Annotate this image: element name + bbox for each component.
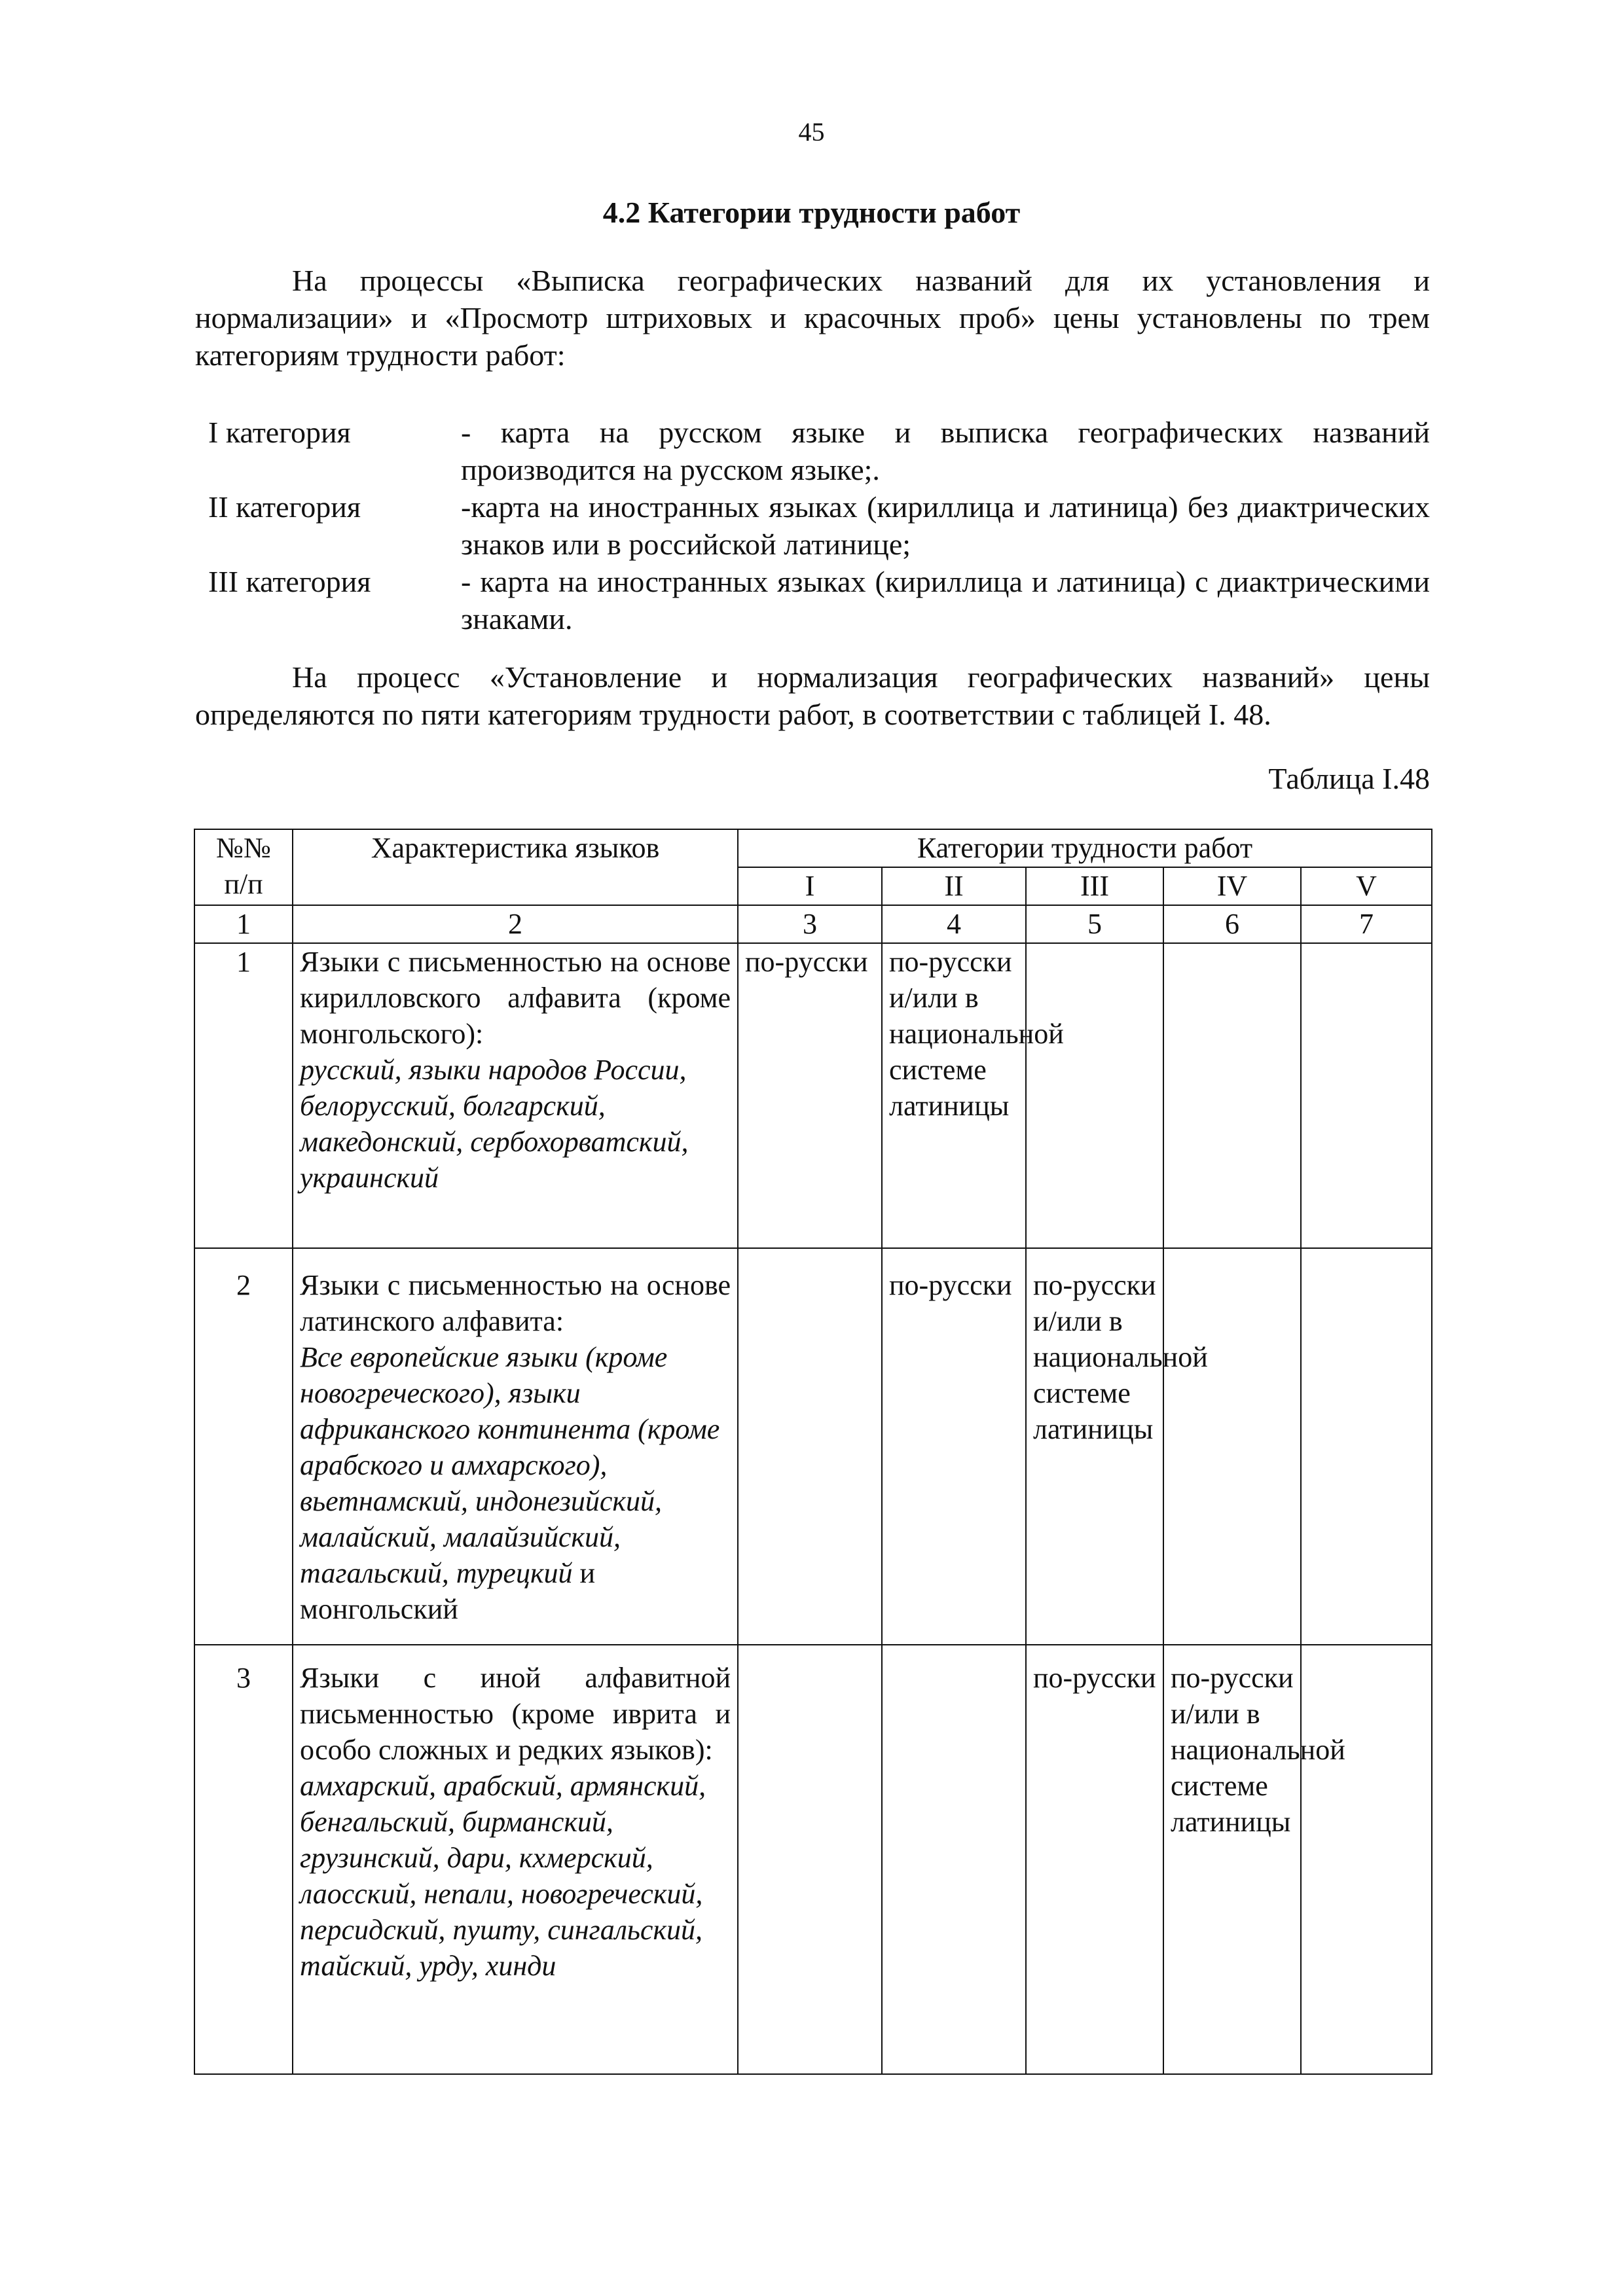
category-cell: по-русски (882, 1248, 1026, 1645)
category-cell (1163, 943, 1301, 1248)
language-group-description: Языки с иной алфавитной письменностью (кроме иврита и особо сложных и редких языков): (300, 1662, 731, 1766)
category-cell: по-русски и/или в национальной системе латиницы (1163, 1645, 1301, 2074)
column-number: 6 (1163, 905, 1301, 943)
section-title: 4.2 Категории трудности работ (602, 196, 1021, 229)
category-description: -карта на иностранных языках (кириллица и латиница) без диактрических знаков или в российской латинице; (461, 490, 1430, 561)
language-list (300, 1052, 731, 1196)
row-number: 2 (194, 1248, 293, 1645)
category-cell (738, 1248, 882, 1645)
column-number-row (194, 905, 1432, 943)
header-category-iii: III (1026, 867, 1163, 905)
category-cell: по-русски (738, 943, 882, 1248)
language-group-description: Языки с письменностью на основе латинского алфавита: (300, 1269, 731, 1337)
category-cell (1026, 943, 1163, 1248)
language-list-text: амхарский, арабский, армянский, бенгальский, бирманский, грузинский, дари, кхмерский, лаосский, непали, новогреческий, персидский, пушту, сингальский, тайский, урду, хинди (300, 1770, 706, 1982)
header-num: №№ п/п (194, 829, 293, 905)
language-list-text: Все европейские языки (кроме новогреческого), языки африканского континента (кроме арабского и амхарского), вьетнамский, индонезийский, малайский, малайзийский, тагальский, турецкий (300, 1341, 720, 1589)
category-cell (882, 1645, 1026, 2074)
category-item (208, 563, 1430, 637)
header-characteristic: Характеристика языков (293, 829, 738, 905)
column-number: 5 (1026, 905, 1163, 943)
category-description: - карта на иностранных языках (кириллица и латиница) с диактрическими знаками. (461, 565, 1430, 636)
column-number: 1 (194, 905, 293, 943)
category-cell (1301, 943, 1432, 1248)
category-list (208, 414, 1430, 637)
header-categories-group: Категории трудности работ (738, 829, 1432, 867)
table-caption: Таблица I.48 (1268, 762, 1430, 795)
row-number: 3 (194, 1645, 293, 2074)
category-cell (1301, 1248, 1432, 1645)
category-cell (1301, 1645, 1432, 2074)
column-number: 7 (1301, 905, 1432, 943)
column-number: 4 (882, 905, 1026, 943)
category-cell (738, 1645, 882, 2074)
page-number: 45 (798, 117, 825, 147)
language-list (300, 1339, 731, 1627)
language-characteristic (293, 1248, 738, 1645)
language-group-description: Языки с письменностью на основе кирилловского алфавита (кроме монгольского): (300, 946, 731, 1050)
header-category-ii: II (882, 867, 1026, 905)
language-list (300, 1768, 731, 1984)
category-label: II категория (208, 490, 361, 524)
category-label: III категория (208, 565, 371, 598)
header-row (194, 829, 1432, 867)
category-cell: по-русски (1026, 1645, 1163, 2074)
column-number: 2 (293, 905, 738, 943)
table-row (194, 943, 1432, 1248)
table-row (194, 1248, 1432, 1645)
category-description: - карта на русском языке и выписка географических названий производится на русском языке;. (461, 416, 1430, 486)
language-list-text: русский, языки народов России, белорусский, болгарский, македонский, сербохорватский, украинский (300, 1054, 689, 1194)
column-number: 3 (738, 905, 882, 943)
language-characteristic (293, 1645, 738, 2074)
table-row (194, 1645, 1432, 2074)
header-category-iv: IV (1163, 867, 1301, 905)
category-item (208, 414, 1430, 488)
difficulty-table (194, 829, 1432, 2075)
header-category-i: I (738, 867, 882, 905)
category-cell (1163, 1248, 1301, 1645)
second-paragraph: На процесс «Установление и нормализация географических названий» цены определяются по пяти категориям трудности работ, в соответствии с таблицей I. 48. (195, 660, 1430, 731)
category-label: I категория (208, 416, 351, 449)
language-characteristic (293, 943, 738, 1248)
category-item (208, 488, 1430, 563)
header-category-v: V (1301, 867, 1432, 905)
language-list-tail: и монгольский (300, 1557, 596, 1625)
category-cell: по-русски и/или в национальной системе латиницы (1026, 1248, 1163, 1645)
category-cell: по-русски и/или в национальной системе латиницы (882, 943, 1026, 1248)
intro-paragraph: На процессы «Выписка географических названий для их установления и нормализации» и «Просмотр штриховых и красочных проб» цены установлены по трем категориям трудности работ: (195, 264, 1430, 372)
row-number: 1 (194, 943, 293, 1248)
